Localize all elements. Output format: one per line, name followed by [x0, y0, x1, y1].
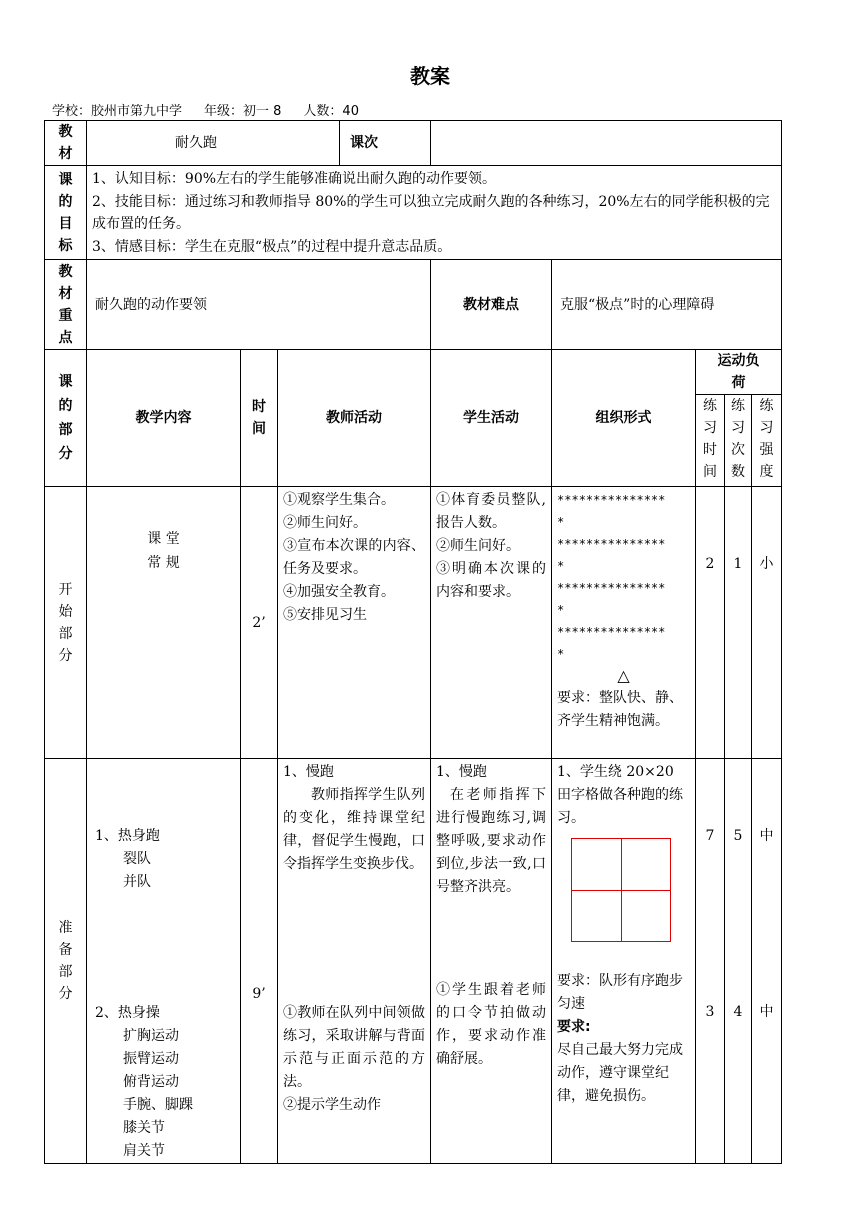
- start-content: 课 堂 常 规: [87, 487, 241, 759]
- prep-practice-time-a: 7: [705, 828, 715, 844]
- material-row: [45, 121, 782, 166]
- part-header: 课的部分: [45, 350, 87, 487]
- formation-row: *: [557, 647, 565, 661]
- prep-practice-time-b: 3: [705, 1004, 715, 1020]
- prep-practice-time: [696, 759, 725, 1164]
- school-label: 学校：胶州市第九中学: [52, 104, 183, 119]
- prep-practice-intensity: [752, 759, 782, 1164]
- prep-content-item: 俯背运动: [123, 1074, 179, 1090]
- key-header: 教材重点: [45, 260, 87, 350]
- header-info: [52, 100, 381, 119]
- lesson-number-value: [431, 121, 782, 166]
- prep-content-item: 2、热身操: [95, 1005, 160, 1021]
- prep-org-requirement: 要求：队形有序跑步匀速: [557, 973, 684, 1012]
- prep-practice-count-a: 5: [733, 828, 743, 844]
- prep-student-text: 在老师指挥下进行慢跑练习,调整呼吸,要求动作到位,步法一致,口号整齐洪亮。: [436, 787, 547, 895]
- start-practice-intensity: 小: [752, 487, 782, 759]
- key-value: 耐久跑的动作要领: [87, 260, 431, 350]
- prep-student-activity: [431, 759, 552, 1164]
- practice-intensity-header: 练习强度: [752, 395, 782, 487]
- prep-teacher-text: ②提示学生动作: [283, 1097, 381, 1113]
- start-student-activity: [431, 487, 552, 759]
- prep-content-item: 肩关节: [123, 1143, 165, 1159]
- prep-organization: [552, 759, 696, 1164]
- prep-content-item: 裂队: [123, 851, 151, 867]
- start-teacher-item: ①观察学生集合。: [283, 492, 395, 508]
- content-header: 教学内容: [87, 350, 241, 487]
- material-value: 耐久跑: [87, 121, 340, 166]
- start-part-label: 开始部分: [45, 487, 87, 759]
- student-activity-header: 学生活动: [431, 350, 552, 487]
- prep-section-row: [45, 759, 782, 1164]
- page-title: 教案: [410, 64, 450, 88]
- formation-row: *: [557, 515, 565, 529]
- prep-practice-intensity-a: 中: [759, 828, 774, 844]
- prep-content-item: 膝关节: [123, 1120, 165, 1136]
- prep-time: 9’: [241, 759, 278, 1164]
- start-teacher-item: ⑤安排见习生: [283, 607, 367, 623]
- prep-student-title: 1、慢跑: [436, 764, 487, 780]
- prep-student-text: ①学生跟着老师的口令节拍做动作，要求动作准确舒展。: [436, 982, 547, 1067]
- prep-part-label: 准备部分: [45, 759, 87, 1164]
- prep-practice-count-b: 4: [733, 1004, 743, 1020]
- lesson-number-header: 课次: [340, 121, 431, 166]
- prep-content: [87, 759, 241, 1164]
- start-student-item: ①体育委员整队,报告人数。: [436, 492, 547, 531]
- count-label: 人数：40: [303, 104, 359, 119]
- start-section-row: [45, 487, 782, 759]
- objectives-header: 课的目标: [45, 166, 87, 260]
- time-header: 时间: [241, 350, 278, 487]
- prep-teacher-activity: [278, 759, 431, 1164]
- prep-content-item: 手腕、脚踝: [123, 1097, 193, 1113]
- prep-content-item: 并队: [123, 874, 151, 890]
- formation-row: ***************: [557, 625, 666, 639]
- practice-count-header: 练习次数: [725, 395, 752, 487]
- start-practice-count: 1: [725, 487, 752, 759]
- start-teacher-item: ④加强安全教育。: [283, 584, 395, 600]
- start-time: 2’: [241, 487, 278, 759]
- start-org-requirement: 要求：整队快、静、齐学生精神饱满。: [557, 690, 684, 729]
- material-header: 教材: [45, 121, 87, 166]
- prep-org-text: 尽自己最大努力完成动作，遵守课堂纪律，避免损伤。: [557, 1042, 684, 1104]
- objective-cognitive: 1、认知目标：90%左右的学生能够准确说出耐久跑的动作要领。: [92, 171, 497, 187]
- prep-org-text: 1、学生绕 20×20 田字格做各种跑的练习。: [557, 764, 684, 826]
- start-practice-time: 2: [696, 487, 725, 759]
- header-row-a: [45, 350, 782, 395]
- start-student-item: ③明确本次课的内容和要求。: [436, 561, 547, 600]
- prep-content-item: 扩胸运动: [123, 1028, 179, 1044]
- prep-teacher-title: 1、慢跑: [283, 764, 334, 780]
- start-student-item: ②师生问好。: [436, 538, 521, 554]
- teacher-activity-header: 教师活动: [278, 350, 431, 487]
- objective-skill: 2、技能目标：通过练习和教师指导 80%的学生可以独立完成耐久跑的各种练习，20%左右的同学能积极的完成布置的任务。: [92, 193, 770, 232]
- prep-content-item: 振臂运动: [123, 1051, 179, 1067]
- start-teacher-item: ③宣布本次课的内容、任务及要求。: [283, 538, 426, 577]
- practice-time-header: 练习时间: [696, 395, 725, 487]
- organization-header: 组织形式: [552, 350, 696, 487]
- prep-org-title: 要求:: [557, 1019, 591, 1035]
- load-header: 运动负荷: [696, 350, 782, 395]
- formation-row: ***************: [557, 537, 666, 551]
- start-teacher-item: ②师生问好。: [283, 515, 367, 531]
- grade-label: 年级：初一 8: [204, 104, 282, 119]
- objective-affective: 3、情感目标：学生在克服“极点”的过程中提升意志品质。: [92, 238, 452, 255]
- prep-teacher-text: ①教师在队列中间领做练习，采取讲解与背面示范与正面示范的方法。: [283, 1005, 426, 1090]
- difficulty-value: 克服“极点”时的心理障碍: [552, 260, 782, 350]
- keypoints-row: [45, 260, 782, 350]
- field-grid-diagram: [571, 838, 671, 942]
- prep-teacher-text: 教师指挥学生队列的变化，维持课堂纪律，督促学生慢跑，口令指挥学生变换步伐。: [283, 787, 426, 872]
- prep-practice-count: [725, 759, 752, 1164]
- formation-row: *: [557, 559, 565, 573]
- formation-row: ***************: [557, 493, 666, 507]
- prep-content-item: 1、热身跑: [95, 828, 160, 844]
- objectives-body: [87, 166, 782, 260]
- start-organization: [552, 487, 696, 759]
- teacher-position-icon: △: [617, 666, 630, 685]
- lesson-plan-table: [44, 120, 782, 1164]
- prep-practice-intensity-b: 中: [759, 1004, 774, 1020]
- difficulty-header: 教材难点: [431, 260, 552, 350]
- formation-row: *: [557, 603, 565, 617]
- objectives-row: [45, 166, 782, 260]
- formation-row: ***************: [557, 581, 666, 595]
- start-teacher-activity: [278, 487, 431, 759]
